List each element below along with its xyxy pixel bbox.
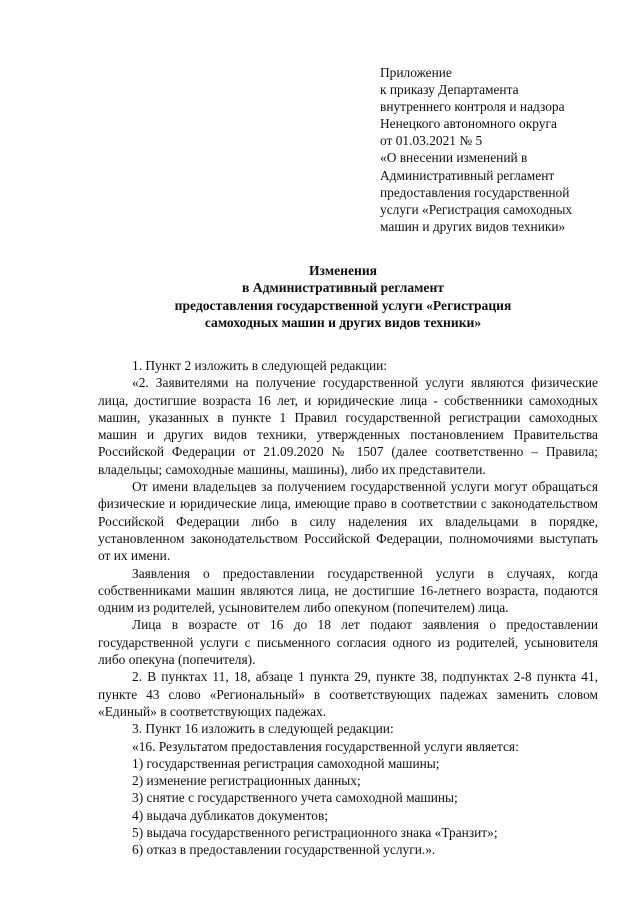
title-line: самоходных машин и других видов техники» [204,315,482,331]
paragraph: 3. Пункт 16 изложить в следующей редакции: [132,721,394,737]
appendix-line: к приказу Департамента [380,82,519,98]
appendix-line: Ненецкого автономного округа [380,116,557,132]
title-line: в Административный регламент [242,280,444,296]
title-line: предоставления государственной услуги «Регистрация [174,297,512,313]
appendix-line: предоставления государственной [380,184,570,200]
appendix-line: Административный регламент [380,167,555,183]
list-item: 5) выдача государственного регистрационного знака «Транзит»; [132,825,498,841]
list-item: 1) государственная регистрация самоходной машины; [132,755,440,771]
title-line: Изменения [308,263,378,278]
paragraph: Лица в возрасте от 16 до 18 лет подают заявления о предоставлении государственной услуги с письменного согласия одного из родителей, усыновителя либо опекуна (попечителя). [98,617,598,668]
appendix-line: Приложение [380,65,452,80]
paragraph: «16. Результатом предоставления государственной услуги является: [132,738,519,754]
appendix-line: услуги «Регистрация самоходных [380,201,573,217]
paragraph: 2. В пунктах 11, 18, абзаце 1 пункта 29, пункте 38, подпунктах 2-8 пункта 41, пункте 43 слово «Региональный» в соответствующих падежах заменить словом «Единый» в соответствующих падежах. [98,669,598,719]
appendix-line: внутреннего контроля и надзора [380,99,565,115]
document-title [90,262,596,332]
list-item: 4) выдача дубликатов документов; [132,807,329,823]
appendix-line: машин и других видов техники» [380,218,566,234]
appendix-line: «О внесении изменений в [380,150,528,166]
list-item: 3) снятие с государственного учета самоходной машины; [132,790,458,806]
paragraph: Заявления о предоставлении государственной услуги в случаях, когда собственниками машин являются лица, не достигшие 16-летнего возраста, подаются одним из родителей, усыновителем либо опекуном (попечителем) лица. [98,565,598,616]
list-item: 6) отказ в предоставлении государственной услуги.». [132,842,436,858]
paragraph: «2. Заявителями на получение государственной услуги являются физические лица, достигшие возраста 16 лет, и юридические лица - собственники самоходных машин, указанных в пункте 1 Правил государственной регистрации самоходных машин и других видов техники, утвержденных постановлением Правительства Российской Федерации от 21.09.2020 № 1507 (далее соответственно – Правила; владельцы; самоходные машины, машины), либо их представители. [98,375,598,477]
document-body [98,357,598,859]
list-item: 2) изменение регистрационных данных; [132,773,361,789]
paragraph: 1. Пункт 2 изложить в следующей редакции: [132,358,388,373]
appendix-block [380,64,620,235]
paragraph: От имени владельцев за получением государственной услуги могут обращаться физические и юридические лица, имеющие право в соответствии с законодательством Российской Федерации либо в силу наделения их владельцами в порядке, установленном законодательством Российской Федерации, полномочиями выступать от их имени. [98,479,598,564]
appendix-line: от 01.03.2021 № 5 [380,133,483,149]
